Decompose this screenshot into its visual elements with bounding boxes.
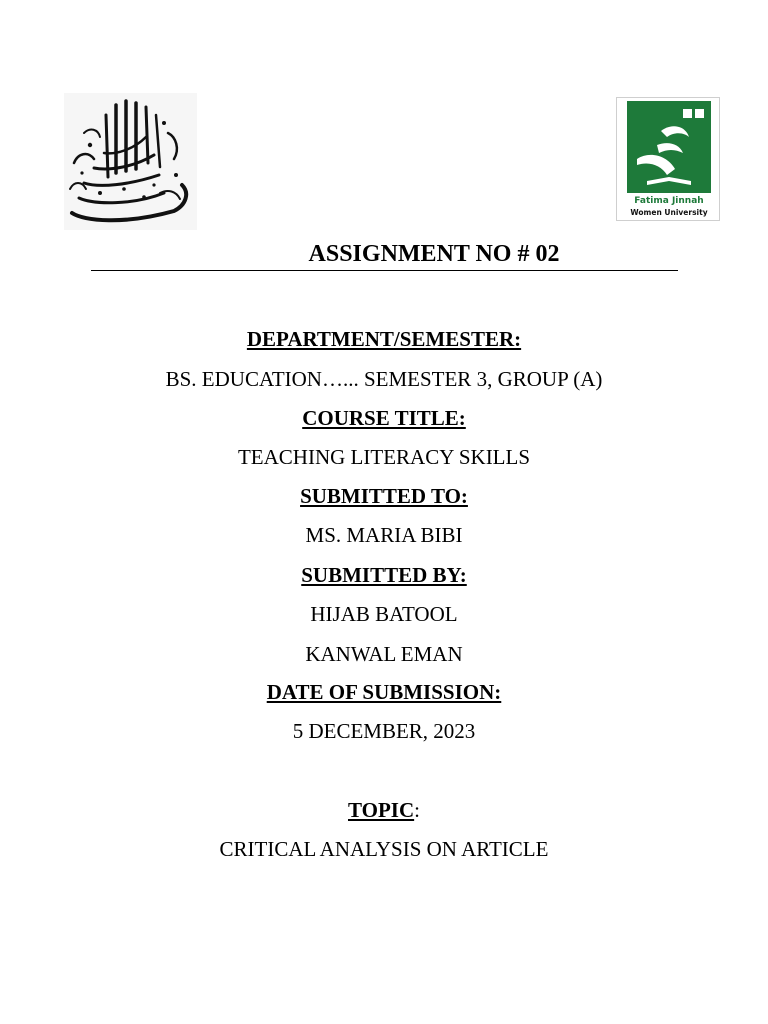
course-title-value: TEACHING LITERACY SKILLS xyxy=(237,445,531,469)
submitted-by-label: SUBMITTED BY: xyxy=(301,563,467,587)
logo-name-line2: Women University xyxy=(630,208,708,217)
submitted-by-name: HIJAB BATOOL xyxy=(310,602,458,626)
submitted-to-value: MS. MARIA BIBI xyxy=(305,523,463,547)
title-divider xyxy=(91,270,678,271)
university-logo xyxy=(616,97,720,221)
submitted-to-label: SUBMITTED TO: xyxy=(300,484,468,508)
topic-heading xyxy=(0,797,768,823)
topic-value: CRITICAL ANALYSIS ON ARTICLE xyxy=(219,837,549,861)
logo-name-line1: Fatima Jinnah xyxy=(634,196,704,206)
bismillah-calligraphy-icon xyxy=(64,93,197,230)
university-logo-icon xyxy=(627,101,711,193)
department-value: BS. EDUCATION…... SEMESTER 3, GROUP (A) xyxy=(165,367,603,391)
topic-label: TOPIC xyxy=(348,798,415,822)
topic-colon: : xyxy=(414,798,420,822)
date-of-submission-value: 5 DECEMBER, 2023 xyxy=(292,719,476,743)
course-title-label: COURSE TITLE: xyxy=(302,406,466,430)
department-label: DEPARTMENT/SEMESTER: xyxy=(246,327,522,351)
assignment-title: ASSIGNMENT NO # 02 xyxy=(308,241,560,267)
date-of-submission-label: DATE OF SUBMISSION: xyxy=(266,680,502,704)
submitted-by-name: KANWAL EMAN xyxy=(305,642,463,666)
